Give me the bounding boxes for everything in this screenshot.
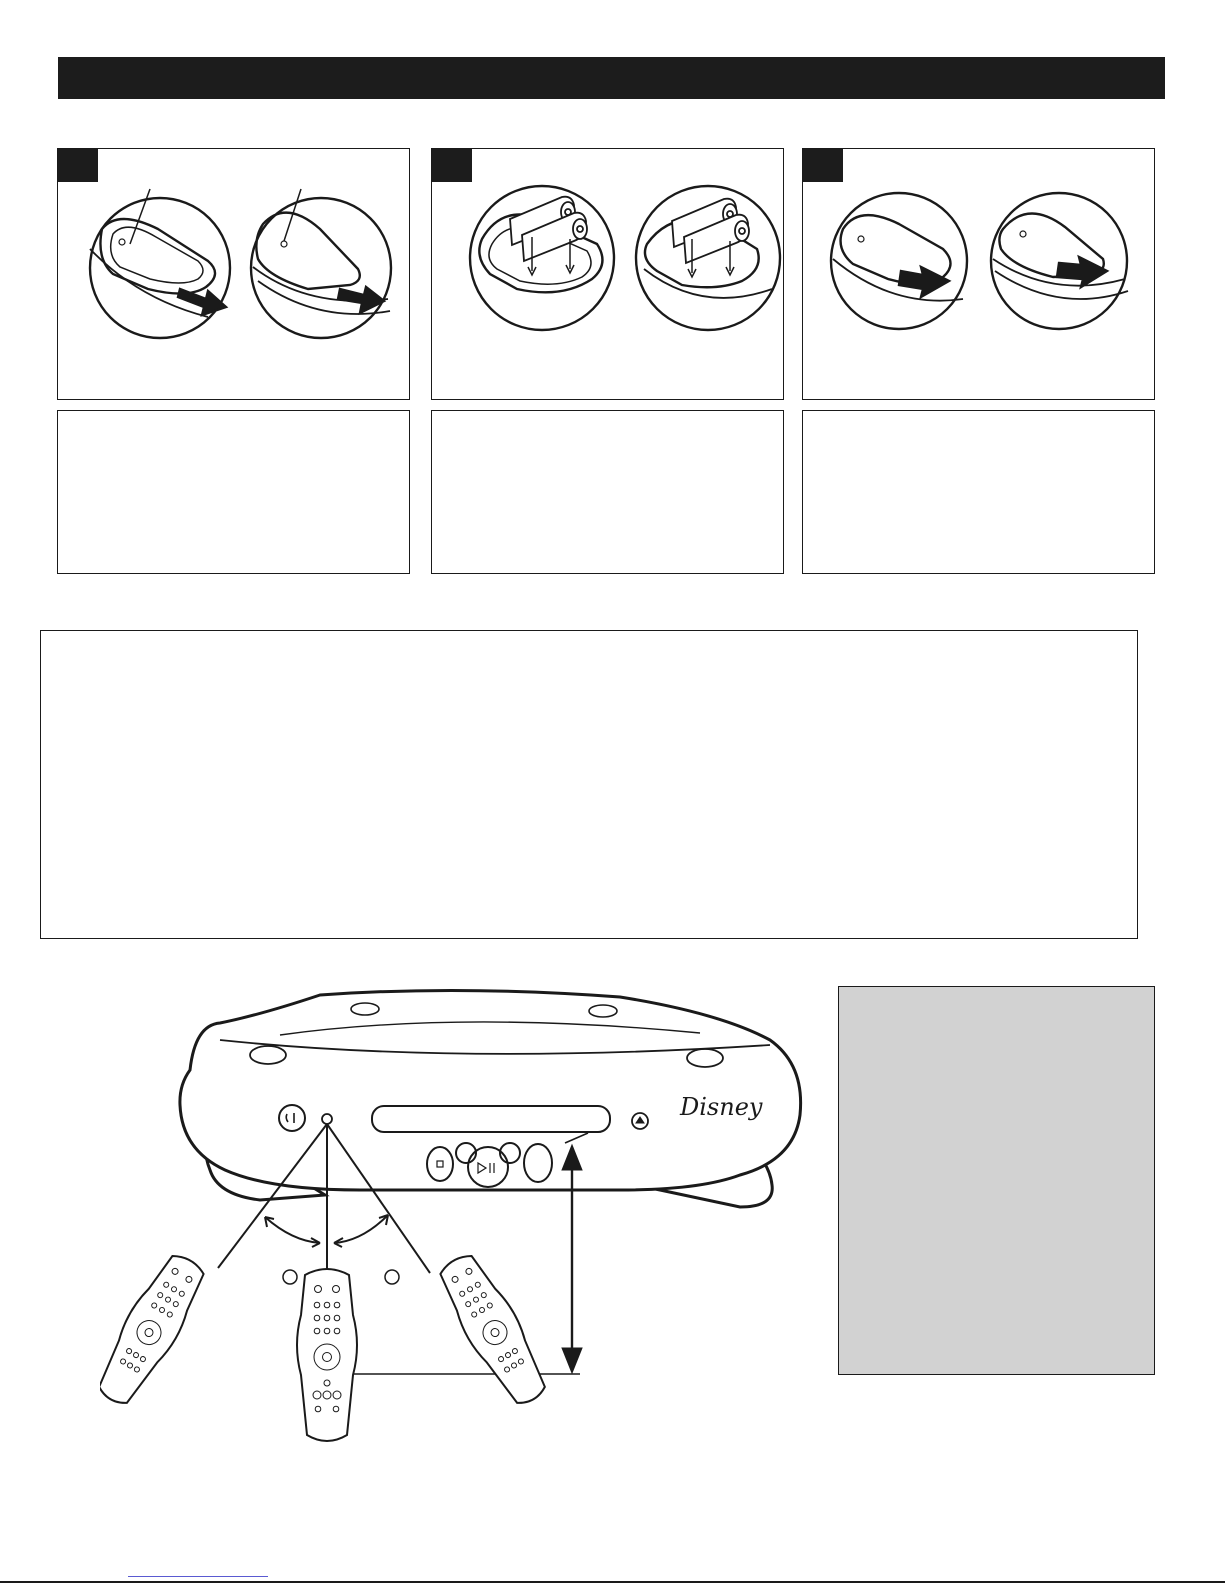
remote-center [297, 1269, 357, 1441]
step-2-caption-box [431, 410, 784, 574]
brand-logo: Disney [680, 1093, 763, 1121]
remote-range-note-box [838, 986, 1155, 1375]
page-bottom-rule [0, 1581, 1225, 1583]
step-1-caption-box [57, 410, 410, 574]
remote-left [100, 1248, 213, 1413]
section-title-bar [58, 57, 1165, 99]
remote-operating-range-diagram [100, 985, 820, 1465]
open-battery-cover-illustration [58, 149, 411, 401]
step-2-panel [431, 148, 784, 400]
step-3-panel [802, 148, 1155, 400]
insert-batteries-illustration [432, 149, 785, 401]
footer-link-underline[interactable] [128, 1576, 268, 1577]
step-3-caption-box [802, 410, 1155, 574]
step-1-panel [57, 148, 410, 400]
player-body [180, 990, 801, 1190]
battery-precautions-box [40, 630, 1138, 939]
remote-right [431, 1248, 556, 1413]
close-battery-cover-illustration [803, 149, 1156, 401]
